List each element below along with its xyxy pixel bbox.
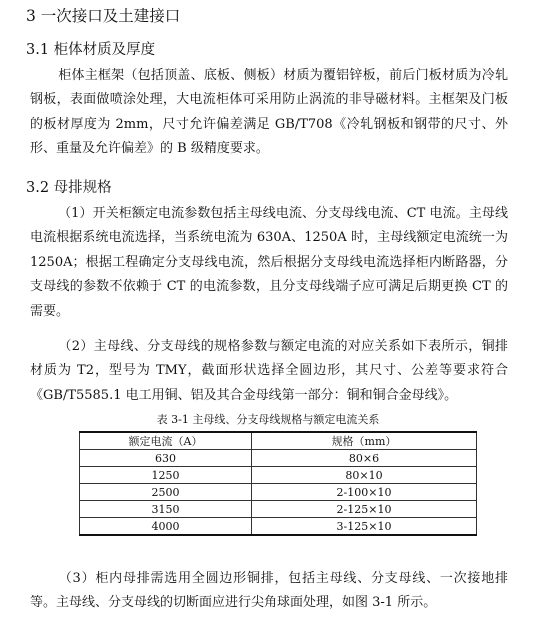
cell-rated-current: 1250 xyxy=(80,467,252,484)
section-3-1-heading: 3.1 柜体材质及厚度 xyxy=(26,42,156,58)
cell-rated-current: 4000 xyxy=(80,518,252,536)
section-3-2-paragraph-1 xyxy=(30,202,508,324)
section-3-2-paragraph-1-text: （1）开关柜额定电流参数包括主母线电流、分支母线电流、CT 电流。主母线电流根据系统电流选择，当系统电流为 630A、1250A 时，主母线额定电流统一为 1250A；根据工程确定分支母线电流，然后根据分支母线电流选择柜内断路器，分支母线的参数不依赖于 CT 的电流参数，且分支母线端子应可满足后期更换 CT 的需要。 xyxy=(30,206,508,319)
cell-specification: 80×10 xyxy=(252,467,477,484)
table-row xyxy=(80,501,477,518)
section-3-1-paragraph-text: 柜体主框架（包括顶盖、底板、侧板）材质为覆铝锌板，前后门板材质为冷轧钢板，表面做喷涂处理，大电流柜体可采用防止涡流的非导磁材料。主框架及门板的板材厚度为 2mm，尺寸允许偏差满足 GB/T708《冷轧钢板和钢带的尺寸、外形、重量及允许偏差》的 B 级精度要求。 xyxy=(30,68,508,157)
cell-specification: 80×6 xyxy=(252,450,477,467)
section-3-1-paragraph xyxy=(30,64,508,162)
header-specification: 规格（mm） xyxy=(252,432,477,450)
cell-specification: 2-100×10 xyxy=(252,484,477,501)
cell-rated-current: 630 xyxy=(80,450,252,467)
section-3-2-paragraph-3-text: （3）柜内母排需选用全圆边形铜排，包括主母线、分支母线、一次接地排等。主母线、分支母线的切断面应进行尖角球面处理，如图 3-1 所示。 xyxy=(30,571,508,611)
section-3-2-paragraph-2-text: （2）主母线、分支母线的规格参数与额定电流的对应关系如下表所示，铜排材质为 T2，型号为 TMY，截面形状选择全圆边形，其尺寸、公差等要求符合《GB/T5585.1 电工用铜、铝及其合金母线第一部分：铜和铜合金母线》。 xyxy=(30,339,508,403)
busbar-spec-table xyxy=(79,431,477,536)
table-row xyxy=(80,518,477,536)
table-row xyxy=(80,467,477,484)
cell-specification: 2-125×10 xyxy=(252,501,477,518)
cell-rated-current: 3150 xyxy=(80,501,252,518)
section-3-2-paragraph-2 xyxy=(30,335,508,408)
section-3-2-heading: 3.2 母排规格 xyxy=(26,180,112,196)
section-3-2-paragraph-3 xyxy=(30,567,508,616)
cell-specification: 3-125×10 xyxy=(252,518,477,536)
section-3-heading: 3 一次接口及土建接口 xyxy=(26,7,181,25)
table-row xyxy=(80,450,477,467)
cell-rated-current: 2500 xyxy=(80,484,252,501)
table-header-row xyxy=(80,432,477,450)
table-row xyxy=(80,484,477,501)
table-3-1-caption: 表 3-1 主母线、分支母线规格与额定电流关系 xyxy=(156,413,380,426)
header-rated-current: 额定电流（A） xyxy=(80,432,252,450)
